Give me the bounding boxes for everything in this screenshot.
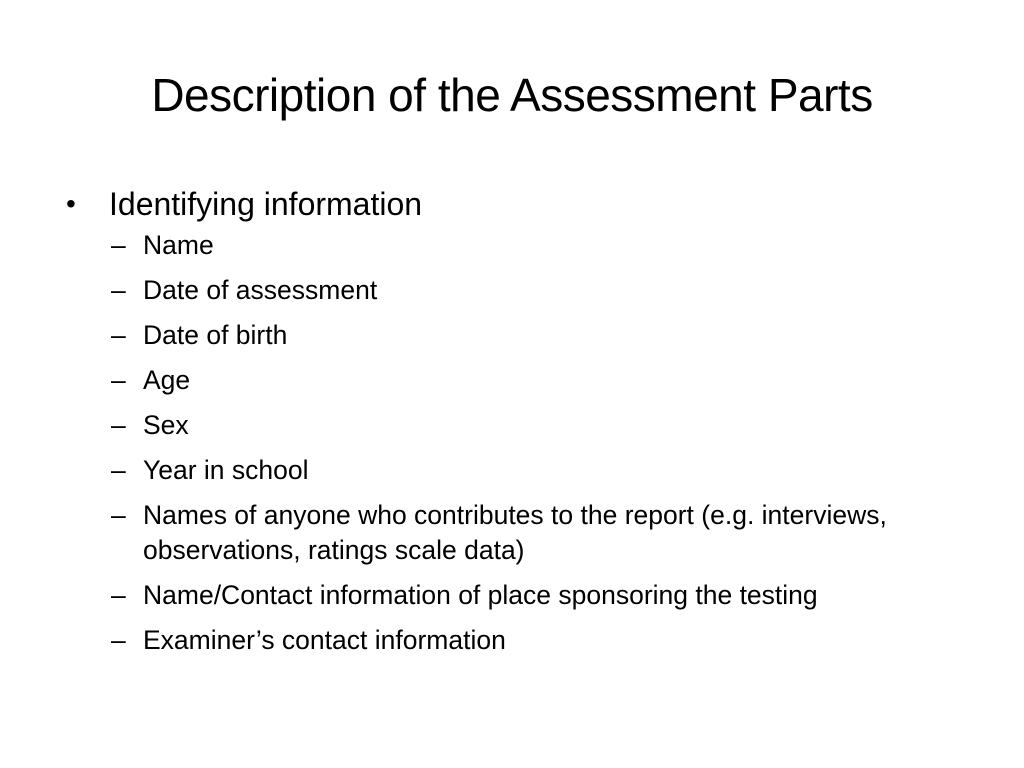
sub-bullet-item bbox=[66, 623, 976, 658]
sub-bullet-text: Sex bbox=[143, 410, 189, 440]
slide-title: Description of the Assessment Parts bbox=[151, 69, 873, 121]
dash-icon: – bbox=[111, 580, 126, 610]
dash-icon: – bbox=[111, 275, 126, 305]
dash-icon: – bbox=[111, 365, 126, 395]
bullet-icon: • bbox=[66, 188, 76, 219]
sub-bullet-text: Year in school bbox=[143, 455, 309, 485]
sub-bullet-text: Name/Contact information of place sponsoring the testing bbox=[143, 580, 818, 610]
sub-bullet-item bbox=[66, 408, 976, 443]
sub-bullet-item bbox=[66, 453, 976, 488]
dash-icon: – bbox=[111, 410, 126, 440]
dash-icon: – bbox=[111, 625, 126, 655]
sub-bullet-text: Age bbox=[143, 365, 191, 395]
dash-icon: – bbox=[111, 455, 126, 485]
sub-bullet-text: Date of assessment bbox=[143, 275, 378, 305]
sub-bullet-text: Date of birth bbox=[143, 320, 288, 350]
sub-bullet-text: Examiner’s contact information bbox=[143, 625, 506, 655]
sub-bullet-item bbox=[66, 498, 976, 568]
dash-icon: – bbox=[111, 230, 126, 260]
sub-bullet-item bbox=[66, 228, 976, 263]
bullet-identifying-information bbox=[66, 182, 976, 226]
sub-bullet-item bbox=[66, 363, 976, 398]
sub-bullet-item bbox=[66, 273, 976, 308]
dash-icon: – bbox=[111, 320, 126, 350]
sub-bullet-item bbox=[66, 318, 976, 353]
dash-icon: – bbox=[111, 500, 126, 530]
sub-bullet-item bbox=[66, 578, 976, 613]
sub-bullet-list bbox=[66, 228, 976, 658]
slide-body bbox=[66, 182, 976, 658]
bullet-text: Identifying information bbox=[109, 186, 423, 222]
sub-bullet-text: Names of anyone who contributes to the report (e.g. interviews, observations, ratings scale data) bbox=[143, 500, 887, 565]
sub-bullet-text: Name bbox=[143, 230, 214, 260]
